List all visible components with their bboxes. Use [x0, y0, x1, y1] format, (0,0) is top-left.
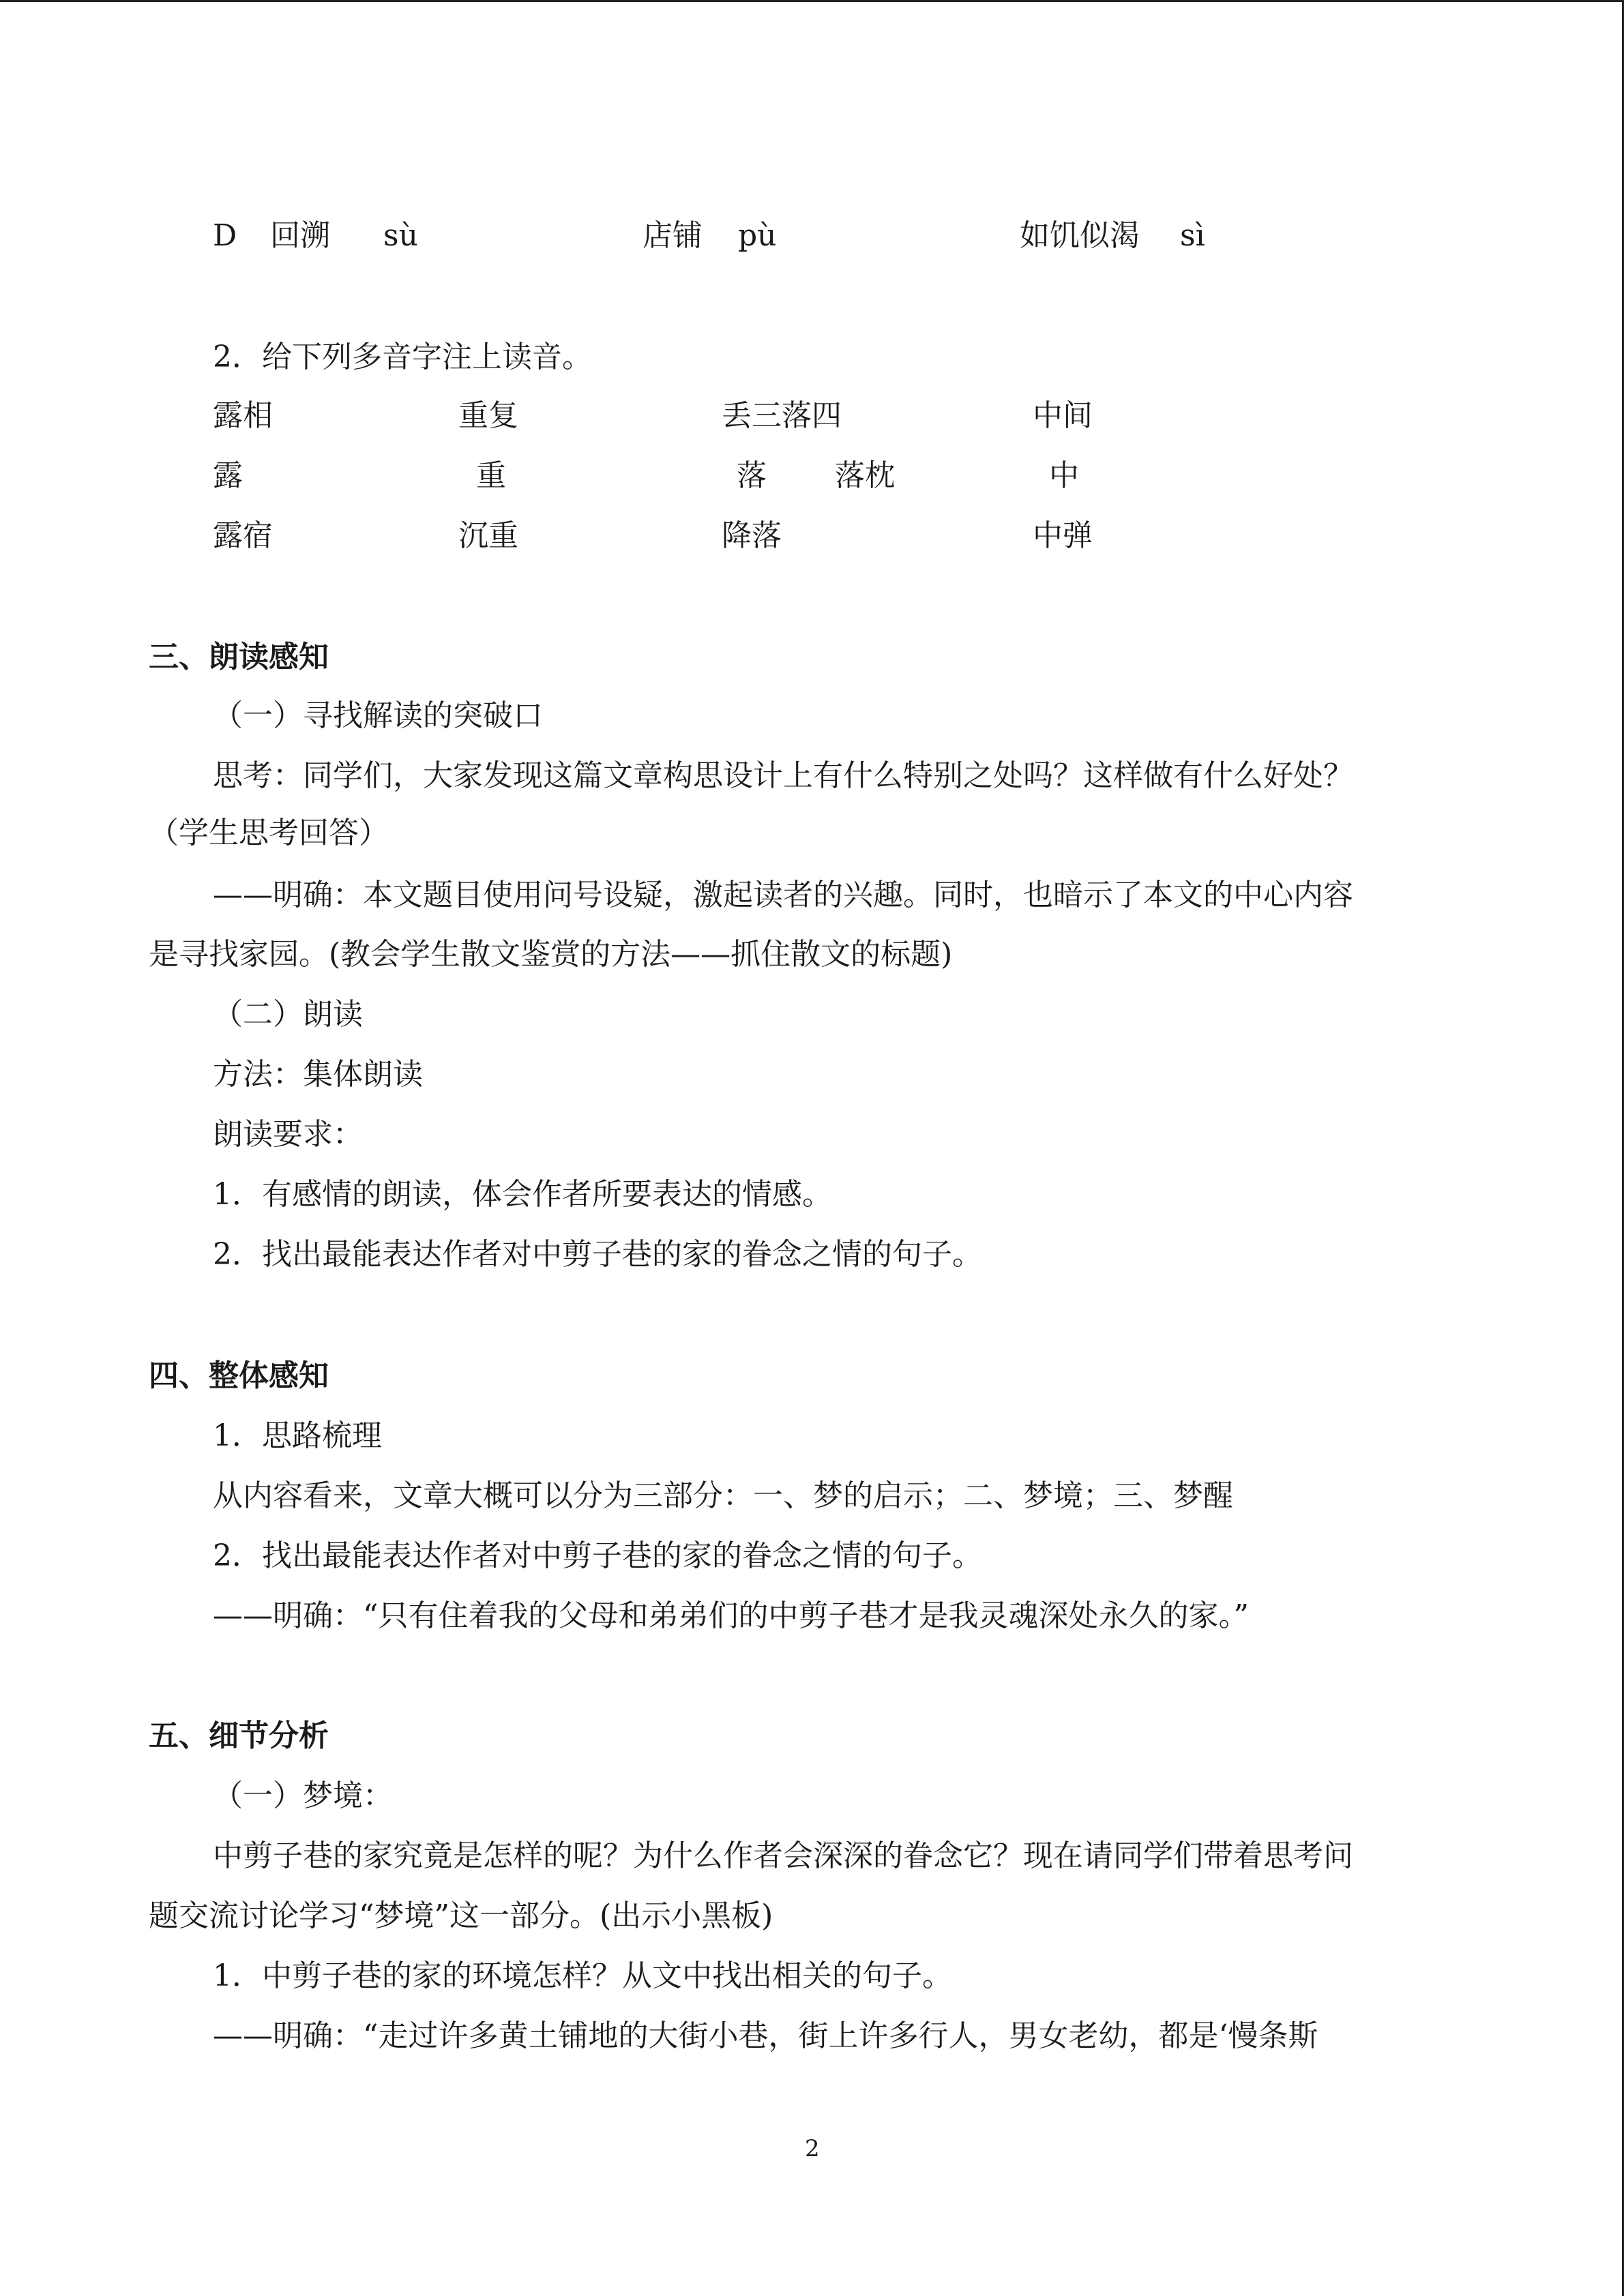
- section3-req-title: 朗读要求：: [213, 1117, 363, 1152]
- section4-heading: 四、整体感知: [149, 1358, 329, 1393]
- q2-row2-cell1: 露: [213, 458, 243, 493]
- section4-item2-answer: ——明确：“只有住着我的父母和弟弟们的中剪子巷才是我灵魂深处永久的家。”: [213, 1598, 1249, 1633]
- section3-think-line1: 思考：同学们，大家发现这篇文章构思设计上有什么特别之处吗？这样做有什么好处？: [213, 758, 1353, 793]
- section5-para-line2: 题交流讨论学习“梦境”这一部分。(出示小黑板): [149, 1898, 773, 1933]
- section3-sub1: （一）寻找解读的突破口: [213, 698, 543, 733]
- q2-row3-cell2: 沉重: [458, 518, 518, 553]
- q2-title: 2．给下列多音字注上读音。: [213, 340, 592, 374]
- section3-req2: 2．找出最能表达作者对中剪子巷的家的眷念之情的句子。: [213, 1237, 982, 1272]
- section3-method: 方法：集体朗读: [213, 1057, 423, 1092]
- option-d-pinyin-2: pù: [738, 218, 777, 253]
- q2-row1-cell3: 丢三落四: [722, 398, 842, 433]
- option-d-label: D: [213, 218, 237, 253]
- section5-heading: 五、细节分析: [149, 1718, 329, 1753]
- section3-sub2: （二）朗读: [213, 997, 363, 1032]
- section4-item2: 2．找出最能表达作者对中剪子巷的家的眷念之情的句子。: [213, 1538, 982, 1573]
- option-d-word-3: 如饥似渴: [1020, 218, 1140, 253]
- option-d-word-1: 回溯: [270, 218, 330, 253]
- page-border-top: [0, 0, 1624, 2]
- q2-row2-cell4: 落枕: [835, 458, 895, 493]
- section3-think-line2: （学生思考回答）: [149, 816, 389, 850]
- option-d-pinyin-1: sù: [383, 218, 418, 253]
- section3-heading: 三、朗读感知: [149, 640, 329, 674]
- section5-q1: 1．中剪子巷的家的环境怎样？从文中找出相关的句子。: [213, 1958, 952, 1993]
- section3-req1: 1．有感情的朗读，体会作者所要表达的情感。: [213, 1177, 832, 1212]
- option-d-pinyin-3: sì: [1180, 218, 1205, 253]
- q2-row1-cell1: 露相: [213, 398, 273, 433]
- section5-q1-answer: ——明确：“走过许多黄土铺地的大街小巷，街上许多行人，男女老幼，都是‘慢条斯: [213, 2018, 1318, 2053]
- section3-answer-line1: ——明确：本文题目使用问号设疑，激起读者的兴趣。同时，也暗示了本文的中心内容: [213, 878, 1353, 912]
- q2-row2-cell5: 中: [1049, 458, 1079, 493]
- q2-row1-cell2: 重复: [458, 398, 518, 433]
- q2-row2-cell3: 落: [737, 458, 767, 493]
- q2-row1-cell4: 中间: [1033, 398, 1093, 433]
- q2-row3-cell4: 中弹: [1033, 518, 1093, 553]
- section4-item1-text: 从内容看来，文章大概可以分为三部分：一、梦的启示；二、梦境；三、梦醒: [213, 1478, 1233, 1513]
- section5-sub1: （一）梦境：: [213, 1778, 393, 1813]
- q2-row3-cell3: 降落: [722, 518, 782, 553]
- page-number: 2: [805, 2135, 820, 2162]
- section5-para-line1: 中剪子巷的家究竟是怎样的呢？为什么作者会深深的眷念它？现在请同学们带着思考问: [213, 1838, 1353, 1873]
- section4-item1: 1．思路梳理: [213, 1418, 382, 1453]
- q2-row3-cell1: 露宿: [213, 518, 273, 553]
- option-d-word-2: 店铺: [643, 218, 703, 253]
- section3-answer-line2: 是寻找家园。(教会学生散文鉴赏的方法——抓住散文的标题): [149, 937, 953, 972]
- q2-row2-cell2: 重: [476, 458, 506, 493]
